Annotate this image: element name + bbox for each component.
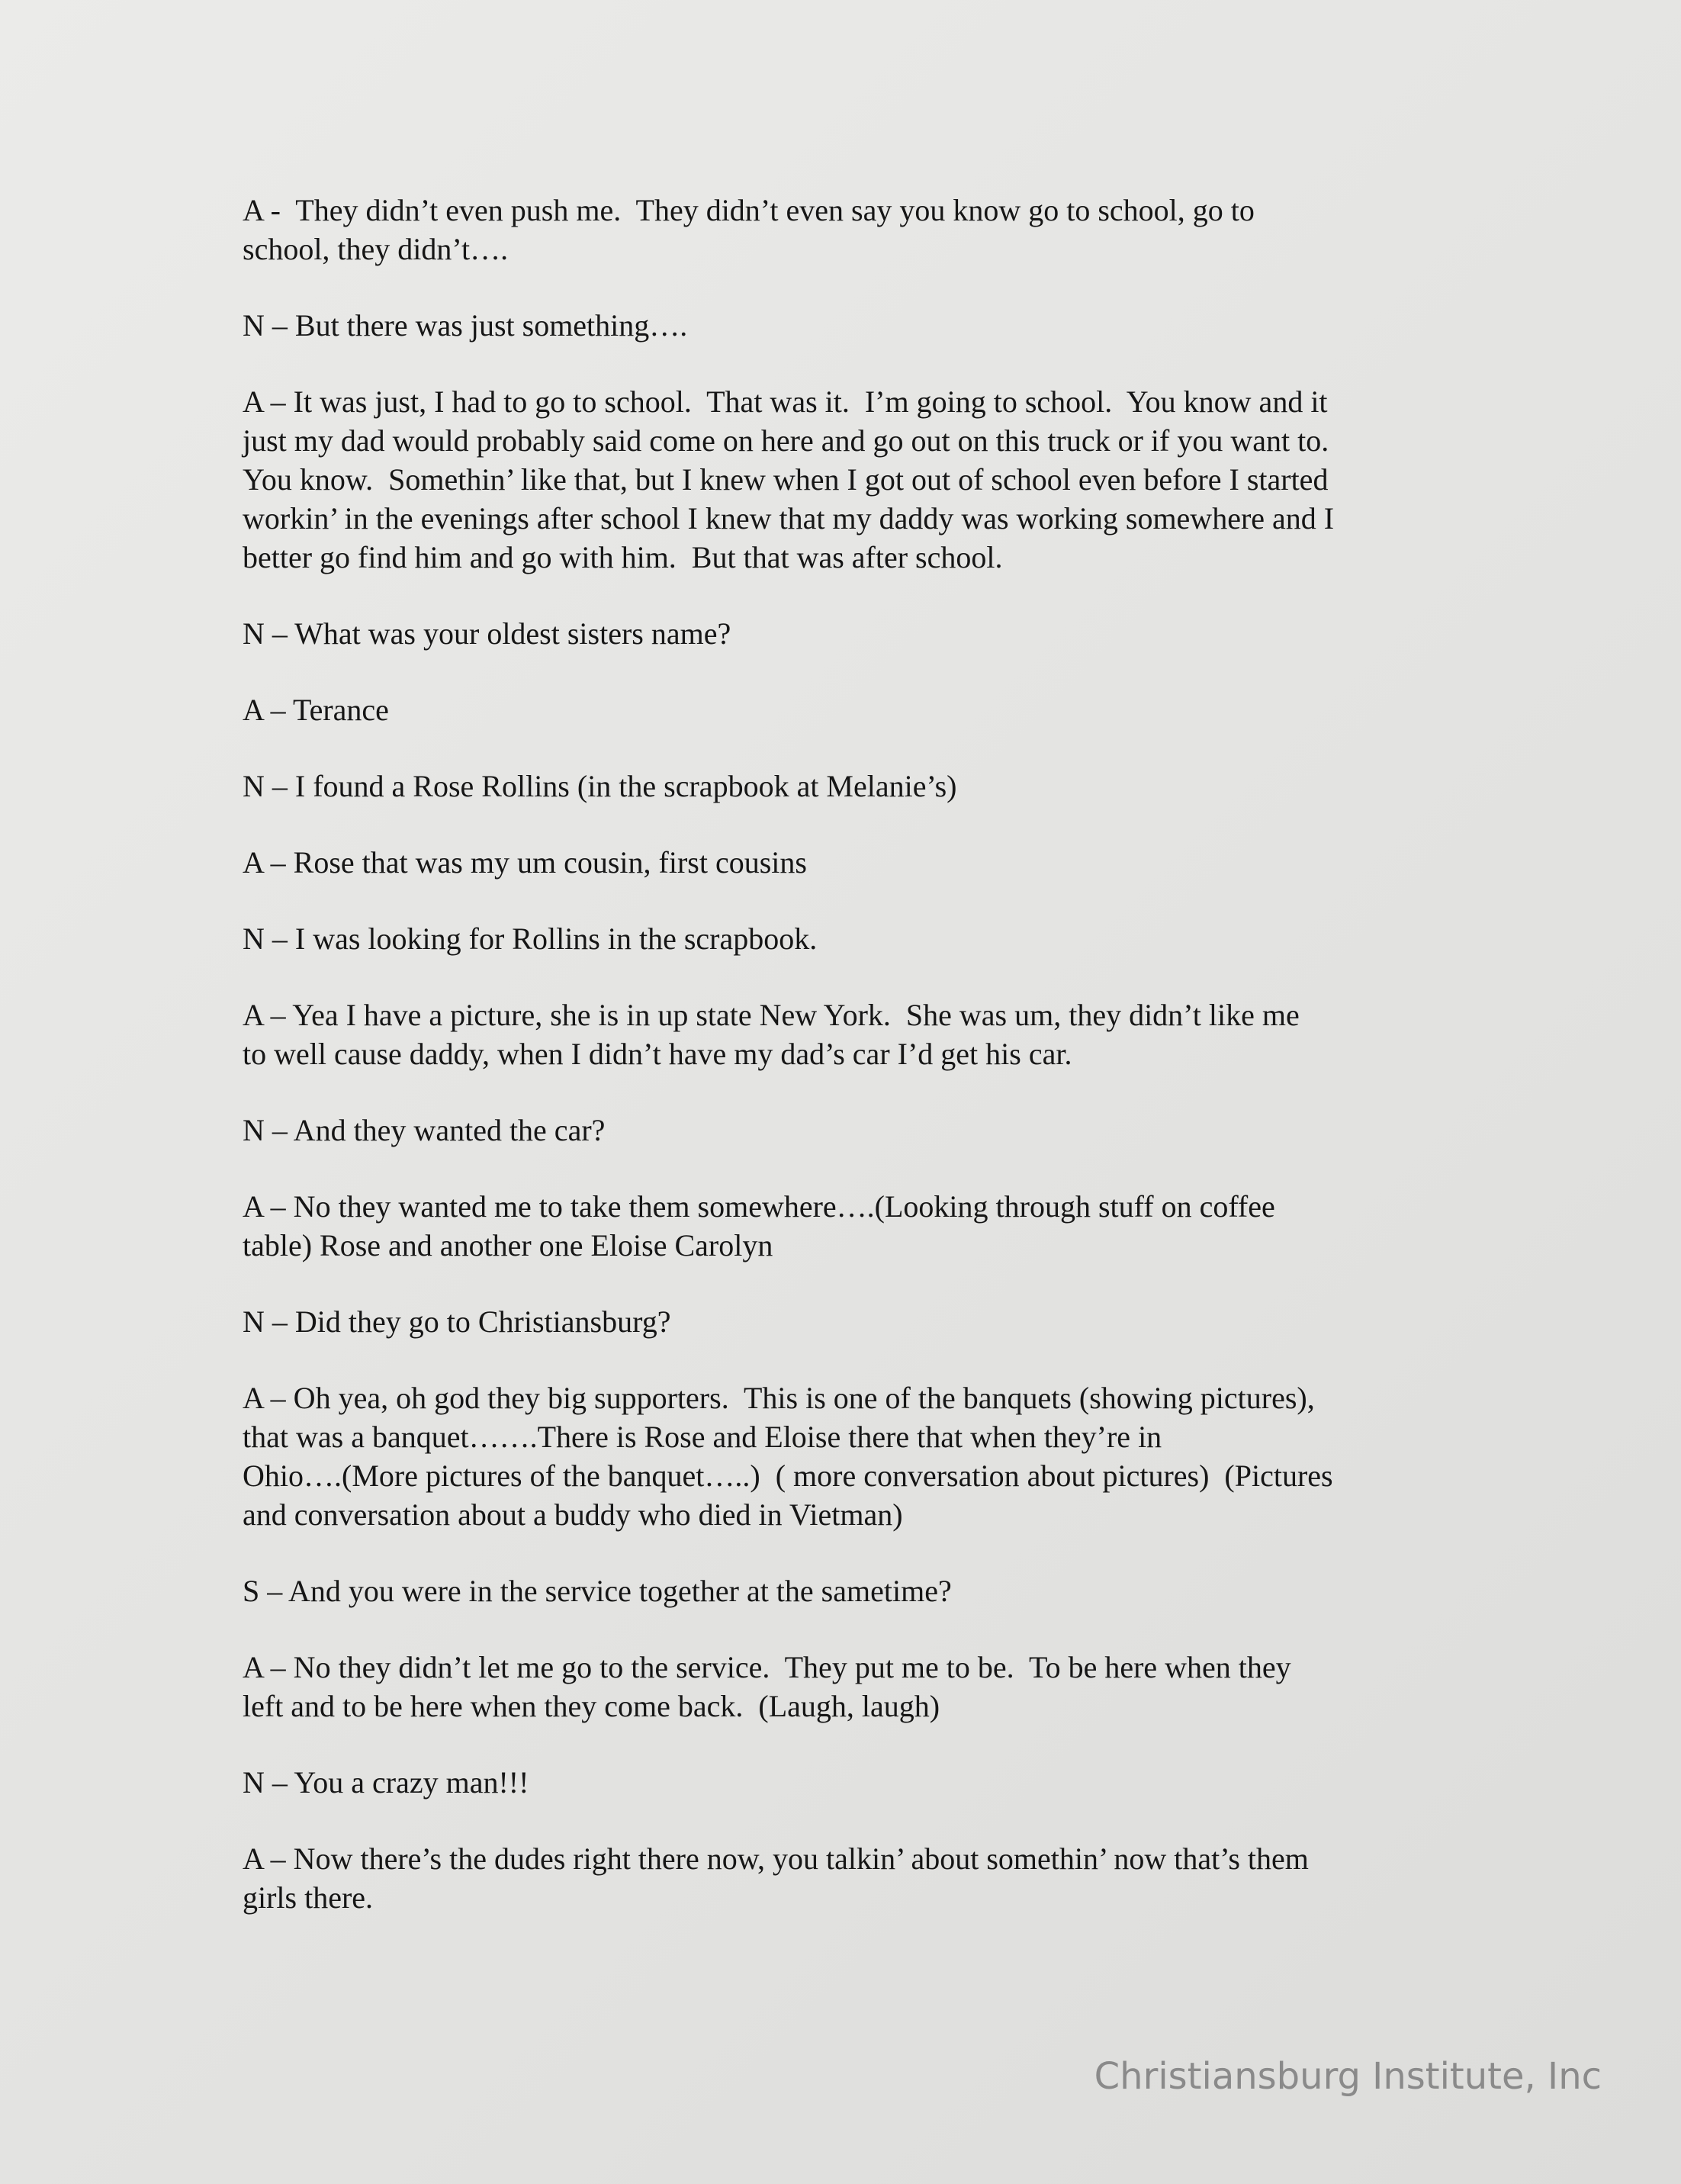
transcript-paragraph: A – It was just, I had to go to school. That was it. I’m going to school. You know and it just my dad would probably said come on here and go out on this truck or if you want to. You know. Somethin’ like that, but I knew when I got out of school even before I started workin’ in the evenings after school I knew that my daddy was working somewhere and I better go find him and go with him. But that was after school. — [243, 384, 1335, 574]
interview-transcript — [243, 191, 1463, 1954]
transcript-paragraph: N – I was looking for Rollins in the scrapbook. — [243, 922, 818, 956]
transcript-paragraph: A – Oh yea, oh god they big supporters. This is one of the banquets (showing pictures), that was a banquet…….There is Rose and Eloise there that when they’re in Ohio….(More pictures of the banquet…..) ( more conversation about pictures) (Pictures and conversation about a buddy who died in Vietman) — [243, 1381, 1333, 1532]
transcript-paragraph: N – Did they go to Christiansburg? — [243, 1304, 671, 1339]
transcript-paragraph: A – No they didn’t let me go to the service. They put me to be. To be here when they left and to be here when they come back. (Laugh, laugh) — [243, 1650, 1291, 1723]
transcript-paragraph: S – And you were in the service together at the sametime? — [243, 1574, 952, 1608]
transcript-paragraph: A – No they wanted me to take them somewhere….(Looking through stuff on coffee table) Rose and another one Eloise Carolyn — [243, 1189, 1275, 1262]
transcript-paragraph: A – Now there’s the dudes right there now, you talkin’ about somethin’ now that’s them girls there. — [243, 1841, 1309, 1915]
institution-watermark: Christiansburg Institute, Inc — [1094, 2055, 1602, 2098]
transcript-paragraph: N – And they wanted the car? — [243, 1113, 606, 1147]
transcript-paragraph: A – Rose that was my um cousin, first cousins — [243, 845, 807, 880]
transcript-paragraph: N – What was your oldest sisters name? — [243, 616, 731, 651]
transcript-paragraph: A – Terance — [243, 693, 389, 727]
transcript-paragraph: A - They didn’t even push me. They didn’t even say you know go to school, go to school, they didn’t…. — [243, 193, 1255, 266]
transcript-paragraph: N – But there was just something…. — [243, 308, 688, 343]
transcript-paragraph: N – You a crazy man!!! — [243, 1765, 529, 1800]
transcript-paragraph: N – I found a Rose Rollins (in the scrapbook at Melanie’s) — [243, 769, 957, 803]
transcript-paragraph: A – Yea I have a picture, she is in up state New York. She was um, they didn’t like me to well cause daddy, when I didn’t have my dad’s car I’d get his car. — [243, 998, 1300, 1071]
